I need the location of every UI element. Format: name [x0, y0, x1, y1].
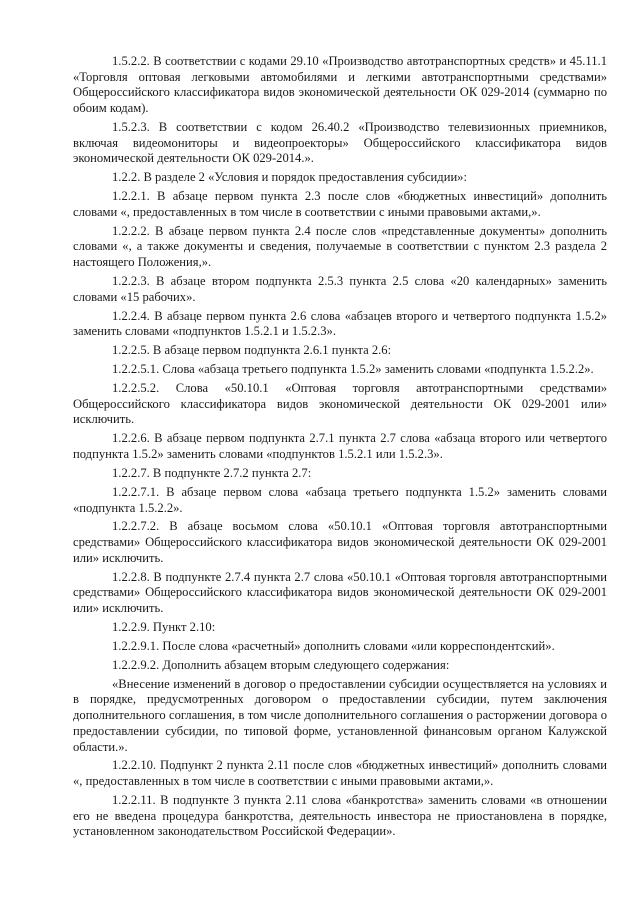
paragraph-1-2-2-9: 1.2.2.9. Пункт 2.10: [112, 620, 216, 635]
paragraph-1-2-2: 1.2.2. В разделе 2 «Условия и порядок предоставления субсидии»: [112, 170, 467, 185]
paragraph-1-2-2-7-1: 1.2.2.7.1. В абзаце первом слова «абзаца третьего подпункта 1.5.2» заменить словами «подпункта 1.5.2.2». [73, 484, 607, 515]
paragraph-1-2-2-9-1: 1.2.2.9.1. После слова «расчетный» дополнить словами «или корреспондентский». [112, 638, 555, 653]
document-page [73, 54, 607, 843]
paragraph-1-2-2-7: 1.2.2.7. В подпункте 2.7.2 пункта 2.7: [112, 465, 312, 480]
paragraph-1-2-2-4: 1.2.2.4. В абзаце первом пункта 2.6 слова «абзацев второго и четвертого подпункта 1.5.2» заменить словами «подпунктов 1.5.2.1 и 1.5.2.3». [73, 308, 607, 339]
paragraph-1-2-2-9-2: 1.2.2.9.2. Дополнить абзацем вторым следующего содержания: [112, 657, 450, 672]
paragraph-1-2-2-3: 1.2.2.3. В абзаце втором подпункта 2.5.3 пункта 2.5 слова «20 календарных» заменить словами «15 рабочих». [73, 274, 607, 304]
paragraph-1-2-2-5-2: 1.2.2.5.2. Слова «50.10.1 «Оптовая торговля автотранспортными средствами» Общероссийского классификатора видов экономической деятельности ОК 029-2001 или» исключить. [73, 381, 607, 427]
paragraph-1-2-2-1: 1.2.2.1. В абзаце первом пункта 2.3 после слов «бюджетных инвестиций» дополнить словами «, предоставленных в том числе в соответствии с иными правовыми актами,». [73, 189, 607, 219]
paragraph-1-5-2-3: 1.5.2.3. В соответствии с кодом 26.40.2 «Производство телевизионных приемников, включая видеомониторы и видеопроекторы» Общероссийского классификатора видов экономической деятельности ОК 029-2014.». [73, 120, 607, 166]
paragraph-1-2-2-7-2: 1.2.2.7.2. В абзаце восьмом слова «50.10.1 «Оптовая торговля автотранспортными средствами» Общероссийского классификатора видов экономической деятельности ОК 029-2001 или» исключить. [73, 519, 607, 565]
paragraph-1-5-2-2: 1.5.2.2. В соответствии с кодами 29.10 «Производство автотранспортных средств» и 45.11.1 «Торговля оптовая легковыми автомобилями и легкими автотранспортными средствами» Общероссийского классификатора видов экономической деятельности ОК 029-2014 (суммарно по обоим кодам). [73, 54, 607, 116]
paragraph-1-2-2-5: 1.2.2.5. В абзаце первом подпункта 2.6.1 пункта 2.6: [112, 343, 392, 358]
paragraph-1-2-2-11: 1.2.2.11. В подпункте 3 пункта 2.11 слова «банкротства» заменить словами «в отношении его не введена процедура банкротства, деятельность инвестора не приостановлена в порядке, установленном законодательством Российской Федерации». [73, 792, 607, 839]
paragraph-1-2-2-5-1: 1.2.2.5.1. Слова «абзаца третьего подпункта 1.5.2» заменить словами «подпункта 1.5.2.2». [112, 362, 594, 377]
paragraph-1-2-2-8: 1.2.2.8. В подпункте 2.7.4 пункта 2.7 слова «50.10.1 «Оптовая торговля автотранспортными средствами» Общероссийского классификатора видов экономической деятельности ОК 029-2001 или» исключить. [73, 569, 607, 616]
paragraph-1-2-2-2: 1.2.2.2. В абзаце первом пункта 2.4 после слов «представленные документы» дополнить словами «, а также документы и сведения, получаемые в соответствии с пунктом 2.3 раздела 2 настоящего Положения,». [73, 223, 607, 270]
quoted-paragraph: «Внесение изменений в договор о предоставлении субсидии осуществляется на условиях и в порядке, предусмотренных договором о предоставлении субсидии, путем заключения дополнительного соглашения, в том числе дополнительного соглашения о расторжении договора о предоставлении субсидии, по типовой форме, установленной финансовым органом Калужской области.». [73, 676, 607, 754]
paragraph-1-2-2-6: 1.2.2.6. В абзаце первом подпункта 2.7.1 пункта 2.7 слова «абзаца второго или четвертого подпункта 1.5.2» заменить словами «подпунктов 1.5.2.1 или 1.5.2.3». [73, 431, 607, 462]
paragraph-1-2-2-10: 1.2.2.10. Подпункт 2 пункта 2.11 после слов «бюджетных инвестиций» дополнить словами «, предоставленных в том числе в соответствии с иными правовыми актами,». [73, 758, 607, 789]
